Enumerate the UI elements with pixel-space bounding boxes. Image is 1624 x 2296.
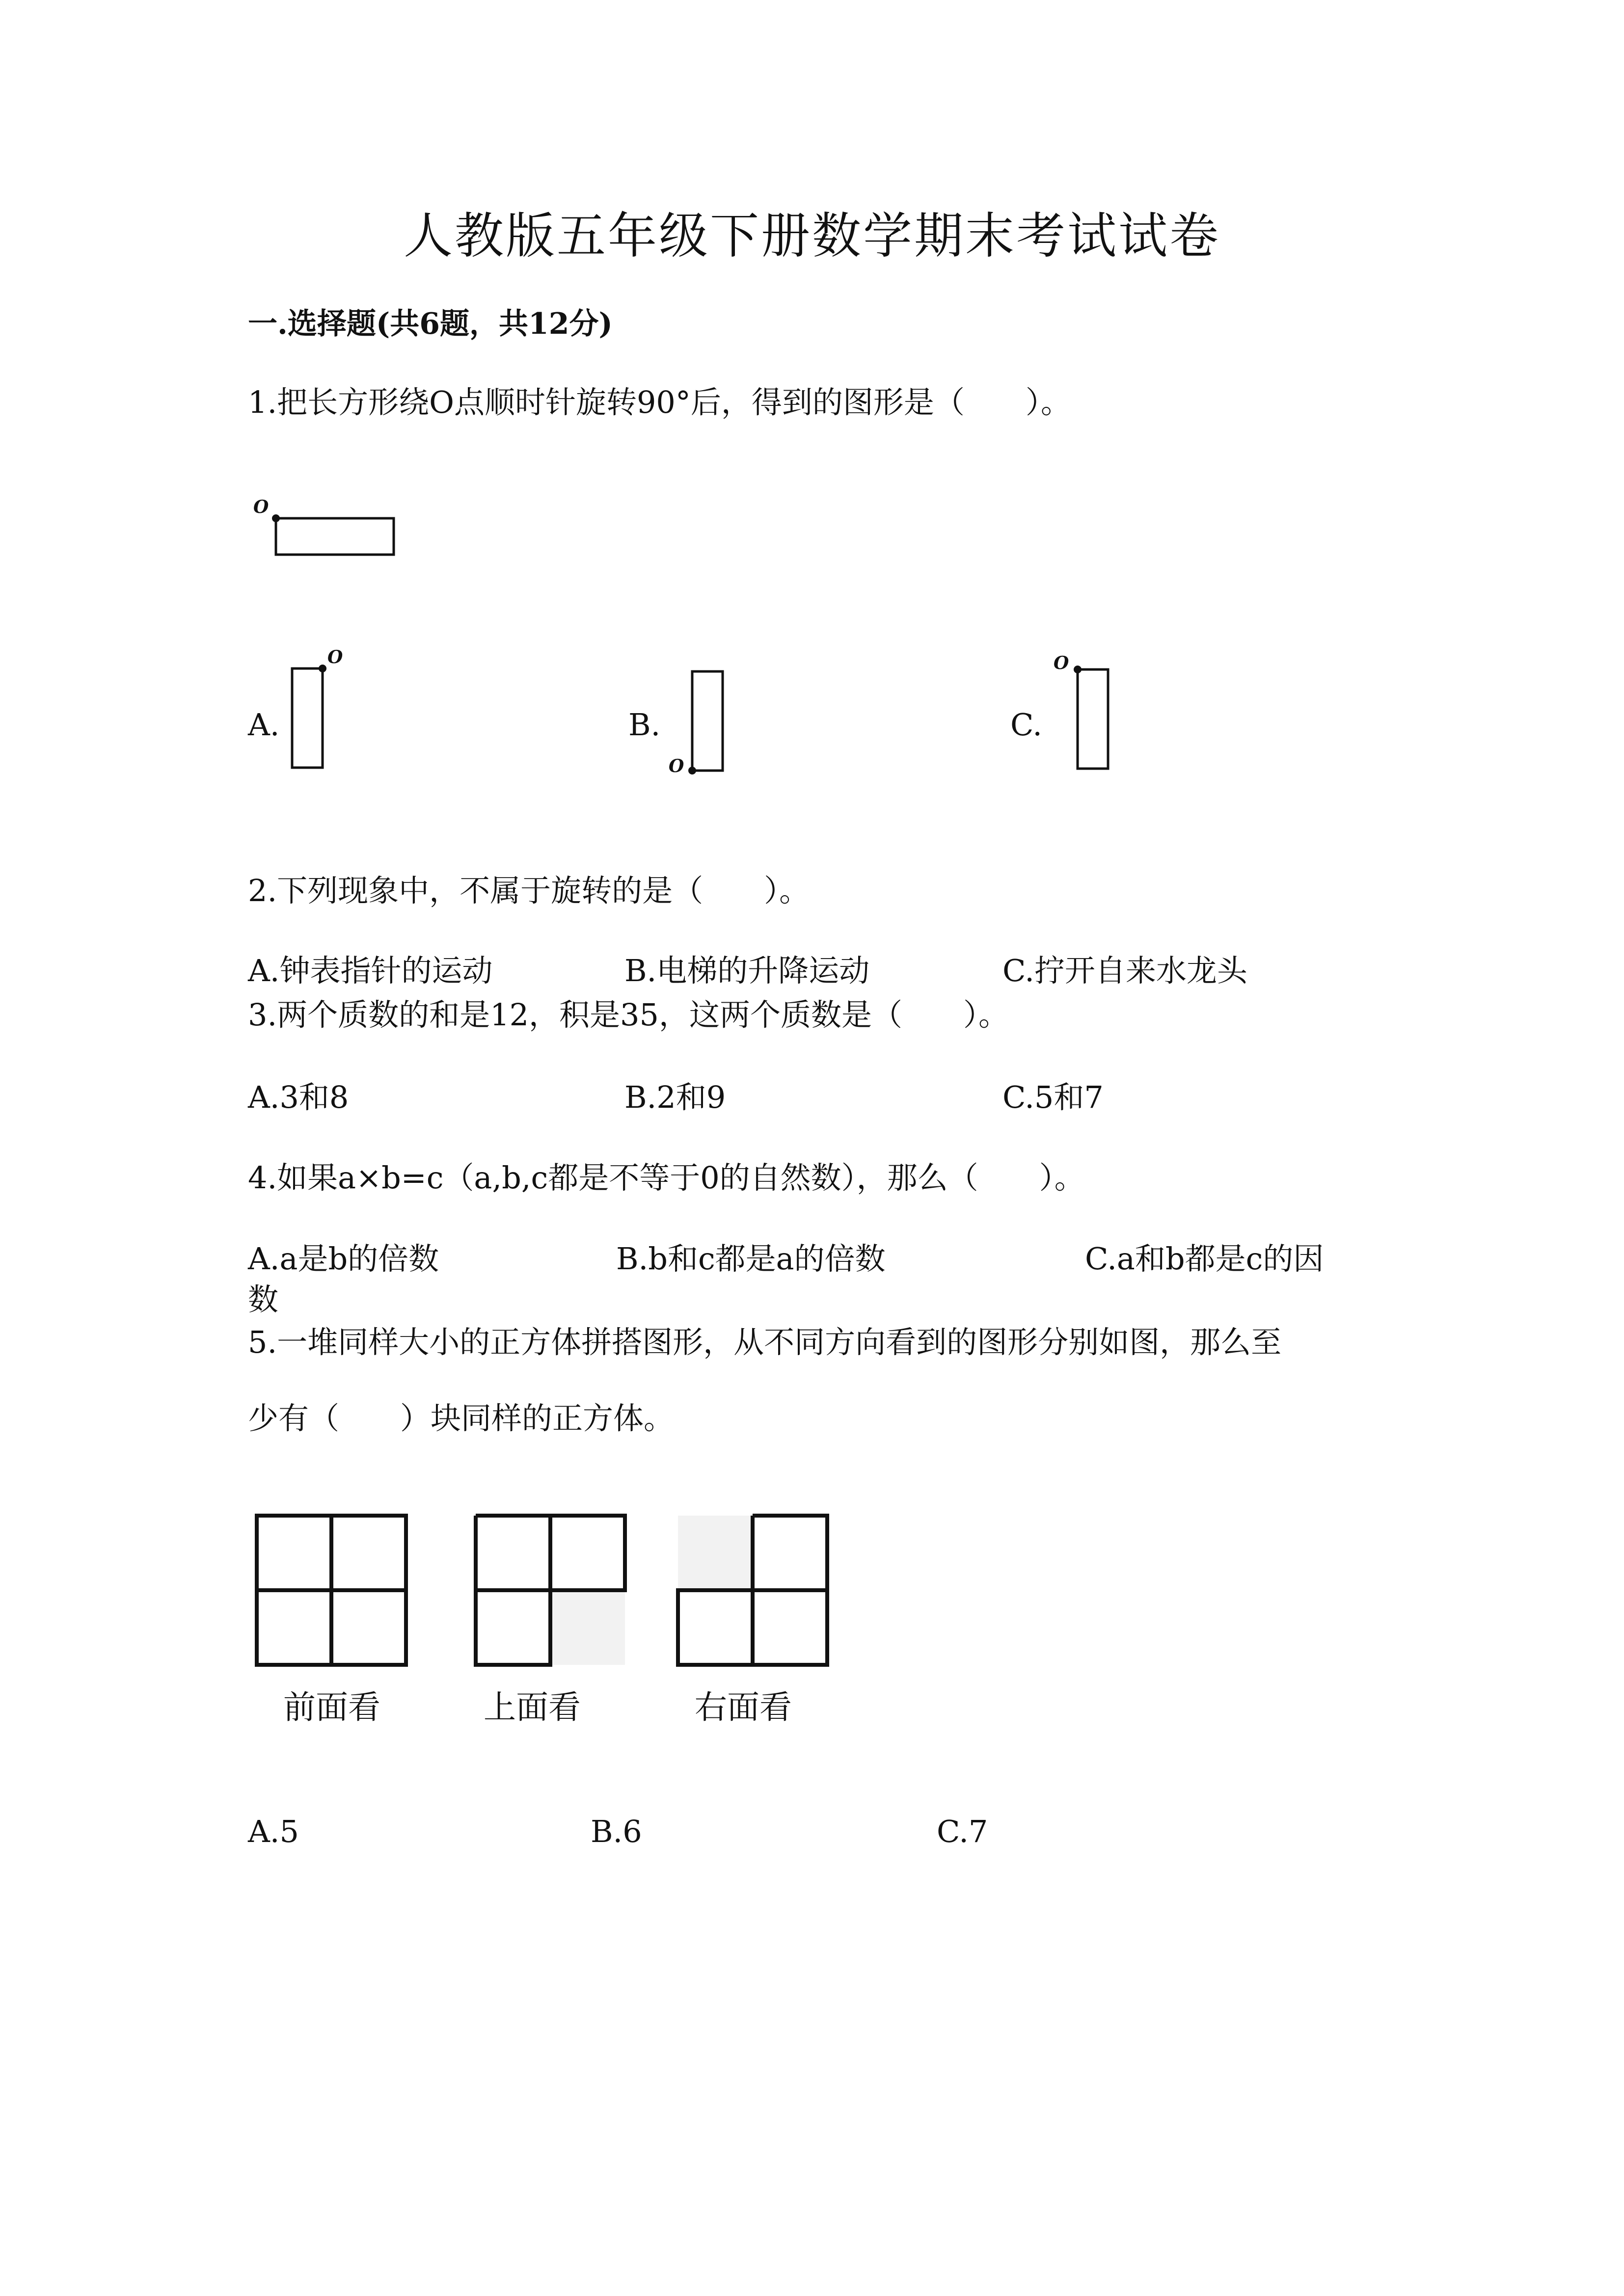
question-2-stem: 2.下列现象中，不属于旋转的是（ ）。 xyxy=(248,873,810,908)
section-heading: 一.选择题(共6题，共12分) xyxy=(248,307,613,341)
q3-option-a: A.3和8 xyxy=(248,1079,349,1115)
q5-top-view-label: 上面看 xyxy=(484,1688,581,1726)
q5-front-view-grid xyxy=(255,1514,407,1666)
question-5-stem-line2: 少有（ ）块同样的正方体。 xyxy=(248,1400,675,1436)
q5-option-b: B.6 xyxy=(591,1814,642,1849)
q1-point-label: O xyxy=(253,497,269,517)
q2-option-c: C.拧开自来水龙头 xyxy=(1002,953,1247,988)
q1-option-c-label: C. xyxy=(1010,707,1042,743)
q2-option-a: A.钟表指针的运动 xyxy=(248,953,493,988)
q1-option-b-point-label: O xyxy=(669,756,684,776)
q4-option-c: C.a和b都是c的因 xyxy=(1085,1241,1324,1277)
page-title: 人教版五年级下册数学期末考试试卷 xyxy=(404,207,1220,265)
q3-option-c: C.5和7 xyxy=(1002,1079,1104,1115)
q5-right-view-label: 右面看 xyxy=(695,1688,792,1726)
q5-front-view-label: 前面看 xyxy=(283,1688,380,1726)
q2-option-b: B.电梯的升降运动 xyxy=(624,953,870,988)
q1-option-b-figure xyxy=(690,667,749,775)
question-1-stem: 1.把长方形绕O点顺时针旋转90°后，得到的图形是（ ）。 xyxy=(248,384,1071,420)
q4-option-b: B.b和c都是a的倍数 xyxy=(616,1241,886,1277)
q1-option-a-figure xyxy=(290,658,349,775)
question-4-stem: 4.如果a×b=c（a,b,c都是不等于0的自然数），那么（ ）。 xyxy=(248,1160,1085,1196)
question-5-stem-line1: 5.一堆同样大小的正方体拼搭图形，从不同方向看到的图形分别如图，那么至 xyxy=(248,1324,1282,1360)
q5-option-a: A.5 xyxy=(248,1814,299,1849)
q1-option-c-point-label: O xyxy=(1054,653,1069,673)
q1-option-b-label: B. xyxy=(628,707,661,743)
q4-option-a: A.a是b的倍数 xyxy=(248,1241,439,1277)
q1-option-a-label: A. xyxy=(248,707,280,743)
q1-option-c-figure xyxy=(1075,663,1134,775)
q1-option-a-point-label: O xyxy=(327,647,343,667)
q5-option-c: C.7 xyxy=(937,1814,988,1849)
q5-top-view-grid xyxy=(474,1514,626,1666)
q3-option-b: B.2和9 xyxy=(624,1079,726,1115)
q4-option-c-wrap: 数 xyxy=(248,1281,279,1317)
q1-original-rectangle xyxy=(245,491,403,564)
question-3-stem: 3.两个质数的和是12，积是35，这两个质数是（ ）。 xyxy=(248,997,1009,1033)
q5-right-view-grid xyxy=(677,1514,829,1666)
